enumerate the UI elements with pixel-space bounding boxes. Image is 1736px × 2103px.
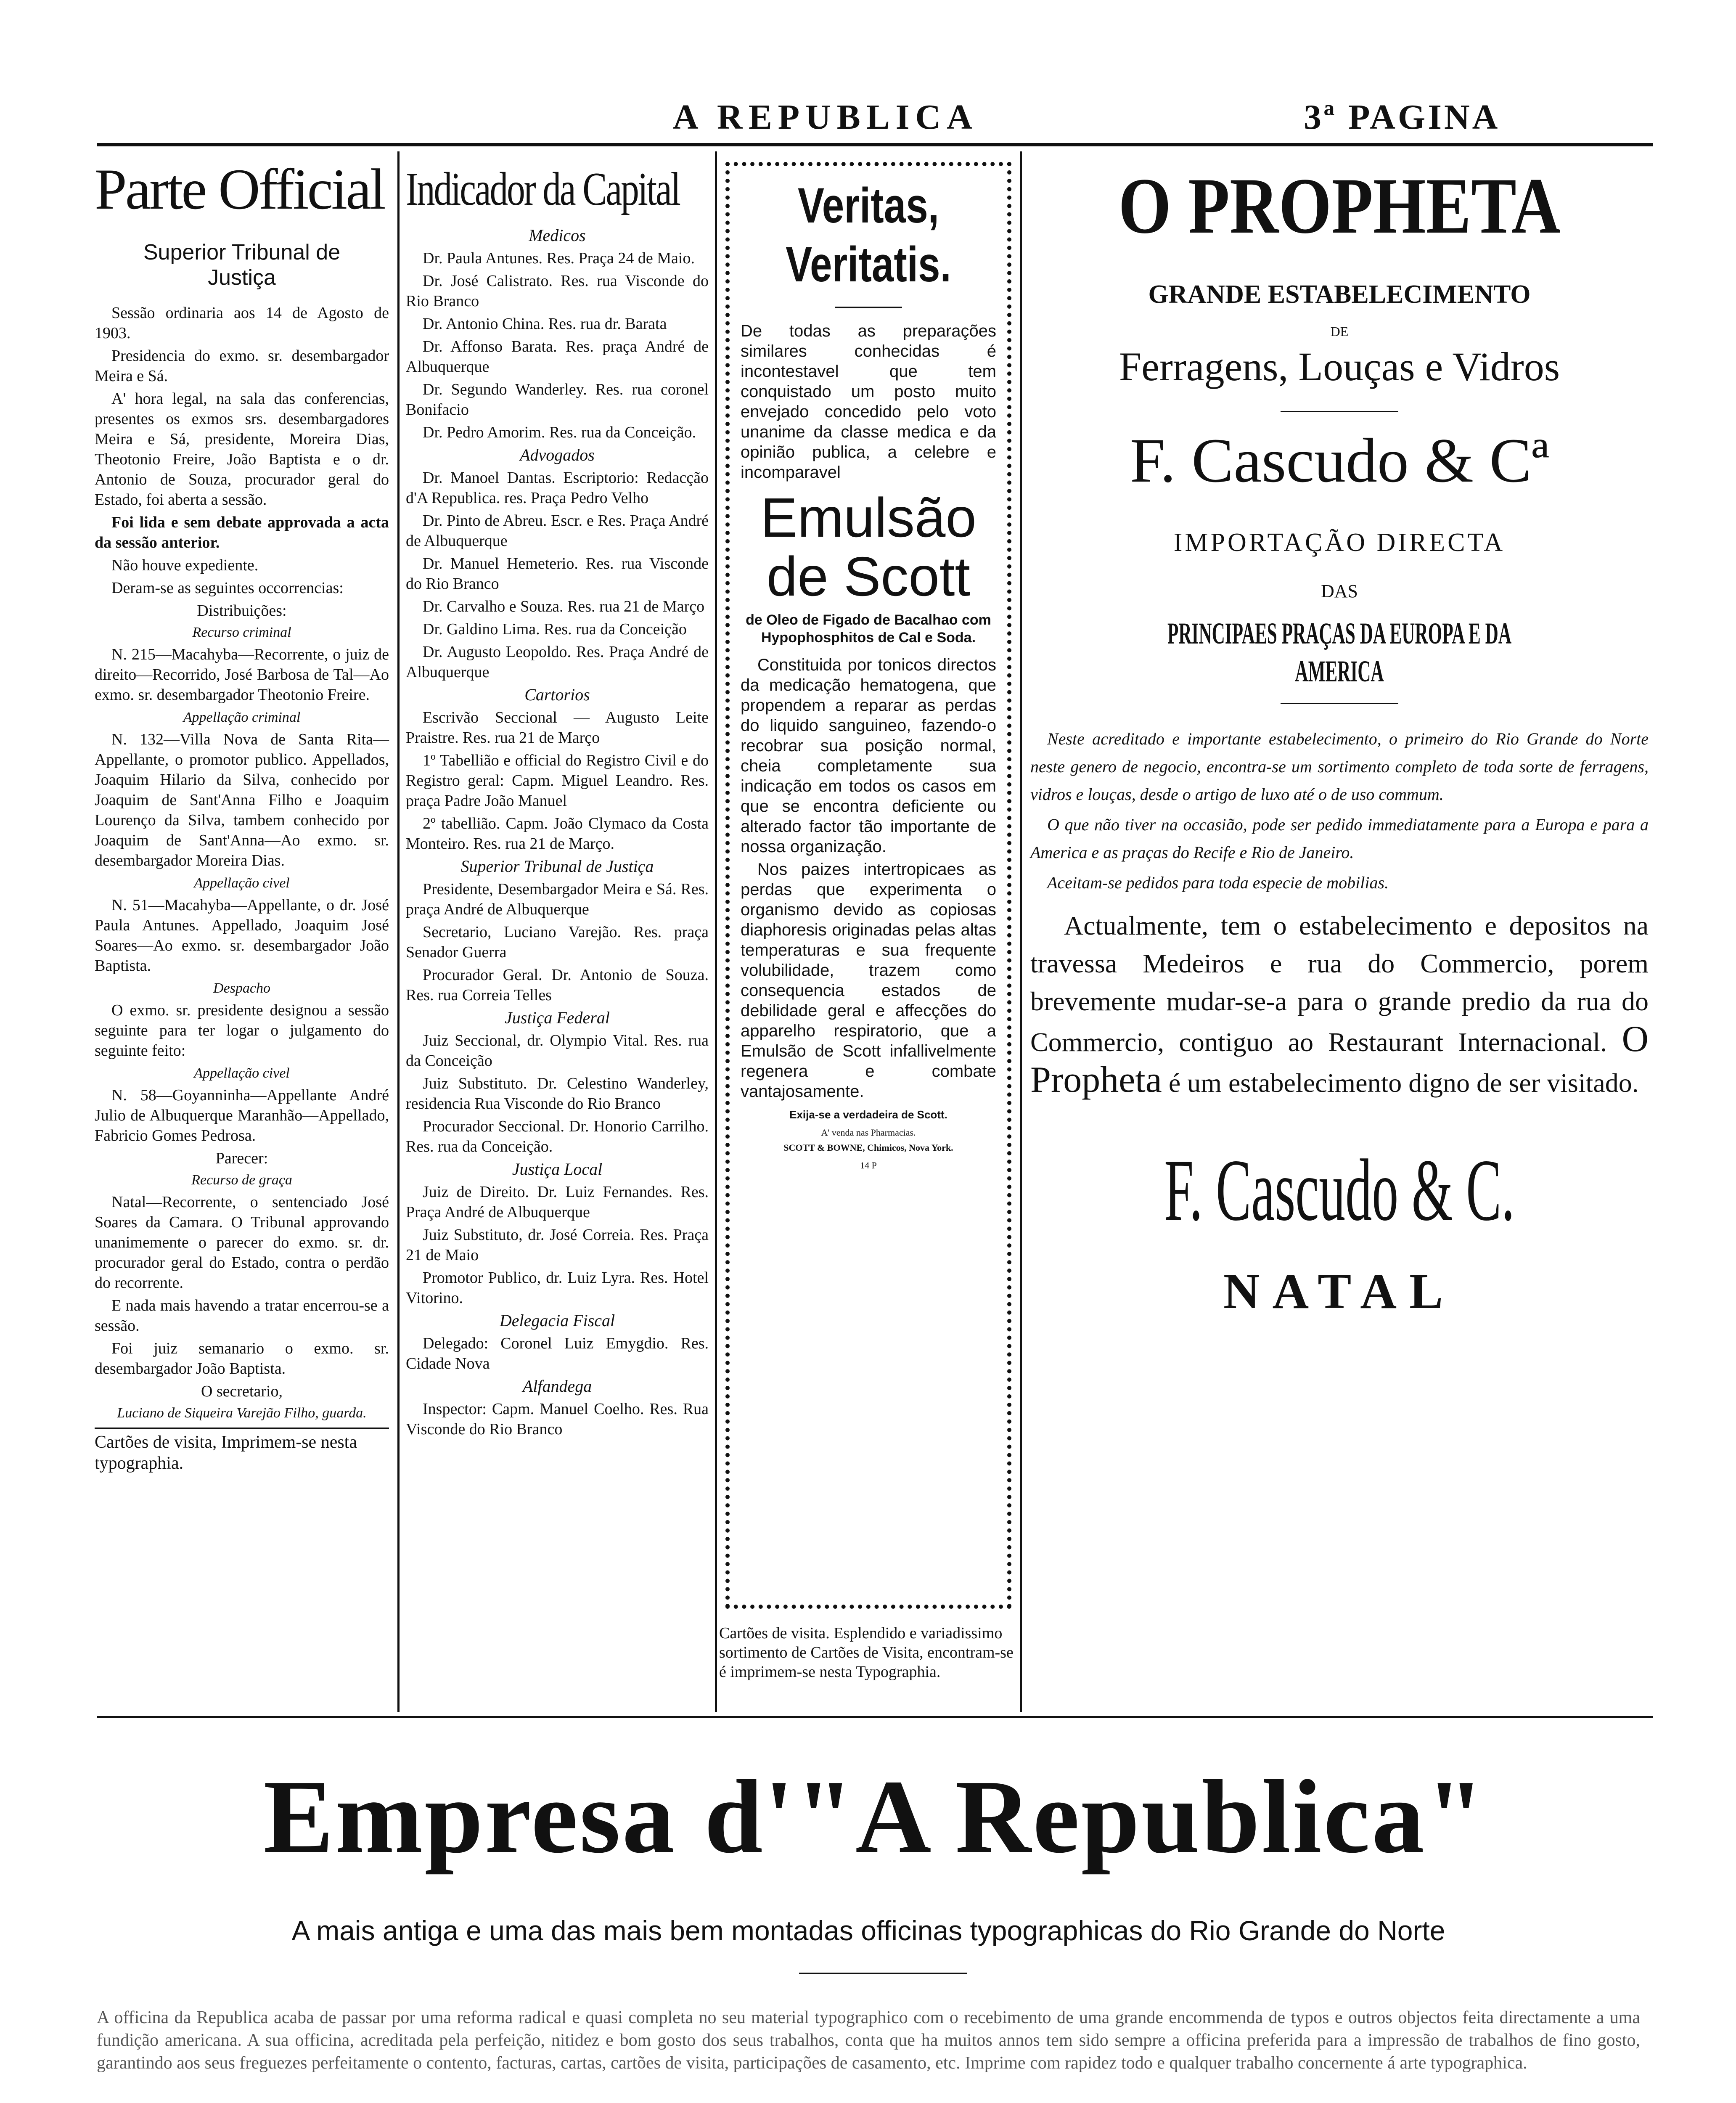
empresa-subtitle: A mais antiga e uma das mais bem montadas officinas typographicas do Rio Grande do Norte [291,1915,1445,1946]
divider [1281,411,1398,412]
column-divider [1020,151,1022,1712]
firm-name-2: F. Cascudo & C. [1164,1142,1515,1239]
masthead-title: A REPUBLICA [673,98,978,137]
header-rule [97,143,1653,146]
emulsao-title: Emulsão [760,487,977,548]
empresa-body: A officina da Republica acaba de passar por uma reforma radical e quasi completa no seu material typographico com o recebimento de uma grande encommenda de typos e outros objectos feita directamente a uma fundição americana. A sua officina, acreditada pela perfeição, nitidez e bom gosto dos seus trabalhos, conta que ha muitos annos tem sido sempre a officina preferida para a impressão de trabalhos de fino gosto, garantindo aos seus freguezes perfeitamente o contento, facturas, cartas, cartões de visita, participações de casamento, etc. Imprime com rapidez todo e qualquer trabalho concernente á arte typographica. [97,2008,1640,2073]
propheta-goods: Ferragens, Louças e Vidros [1119,344,1560,389]
divider [799,1973,967,1974]
exija-line: Exija-se a verdadeira de Scott. [789,1108,947,1121]
firm-name: F. Cascudo & Cª [1130,426,1549,495]
court-title: Superior Tribunal de Justiça [143,240,341,290]
empresa-rule [97,1716,1653,1718]
product-description: de Oleo de Figado de Bacalhao com Hypophosphitos de Cal e Soda. [746,612,991,646]
ad-mark: 14 P [860,1160,877,1171]
column-divider [715,151,717,1712]
indicador-column [406,156,709,1442]
scott-title: de Scott [766,546,971,607]
propheta-ad [1030,160,1649,1321]
divider [1281,703,1398,704]
divider [835,307,902,308]
propheta-text: Neste acreditado e importante estabelecimento, o primeiro do Rio Grande do Norte neste genero de negocio, encontra-se um sortimento completo de toda sorte de ferragens, vidros e louças, desde o artigo de luxo até o de uso commum. O que não tiver na occasião, pode ser pedido immediatamente para a Europa e para a America e as praças do Recife e Rio de Janeiro. Aceitam-se pedidos para toda especie de mobilias. [1030,729,1649,892]
das-line: DAS [1321,581,1358,601]
scott-emulsion-ad [725,162,1011,1609]
visiting-cards-ad: Cartões de visita, Imprimem-se nesta typographia. [95,1428,389,1474]
indicador-heading: Indicador da Capital [406,163,680,215]
parte-official-heading: Parte Official [95,157,384,221]
directory-list: Medicos Dr. Paula Antunes. Res. Praça 24 de Maio. Dr. José Calistrato. Res. rua Visconde do Rio Branco Dr. Antonio China. Res. rua dr. Barata Dr. Affonso Barata. Res. praça André de Albuquerque Dr. Segundo Wanderley. Res. rua coronel Bonifacio Dr. Pedro Amorim. Res. rua da Conceição. Advogados Dr. Manoel Dantas. Escriptorio: Redacção d'A Republica. res. Praça Pedro Velho Dr. Pinto de Abreu. Escr. e Res. Praça André de Albuquerque Dr. Manuel Hemeterio. Res. rua Visconde do Rio Branco Dr. Carvalho e Souza. Res. rua 21 de Março Dr. Galdino Lima. Res. rua da Conceição Dr. Augusto Leopoldo. Res. Praça André de Albuquerque Cartorios Escrivão Seccional — Augusto Leite Praistre. Res. rua 21 de Março 1º Tabellião e official do Registro Civil e do Registro geral: Capm. Miguel Leandro. Res. praça Padre João Manuel 2º tabellião. Capm. João Clymaco da Costa Monteiro. Res. rua 21 de Março. Superior Tribunal de Justiça Presidente, Desembargador Meira e Sá. Res. praça André de Albuquerque Secretario, Luciano Varejão. Res. praça Senador Guerra Procurador Geral. Dr. Antonio de Souza. Res. rua Correia Telles Justiça Federal Juiz Seccional, dr. Olympio Vital. Res. rua da Conceição Juiz Substituto. Dr. Celestino Wanderley, residencia Rua Visconde do Rio Branco Procurador Seccional. Dr. Honorio Carrilho. Res. rua da Conceição. Justiça Local Juiz de Direito. Dr. Luiz Fernandes. Res. Praça André de Albuquerque Juiz Substituto, dr. José Correia. Res. Praça 21 de Maio Promotor Publico, dr. Luiz Lyra. Res. Hotel Vitorino. Delegacia Fiscal Delegado: Coronel Luiz Emygdio. Res. Cidade Nova Alfandega Inspector: Capm. Manuel Coelho. Res. Rua Visconde do Rio Branco [406,226,709,1438]
propheta-title: O PROPHETA [1118,162,1561,250]
pracas-line: PRINCIPAES PRAÇAS DA EUROPA E DA AMERICA [1167,617,1512,688]
session-report: Sessão ordinaria aos 14 de Agosto de 1903. Presidencia do exmo. sr. desembargador Meira e Sá. A' hora legal, na sala das conferencias, presentes os exmos srs. desembargadores Meira e Sá, presidente, Moreira Dias, Theotonio Freire, João Baptista e o dr. Antonio de Souza, procurador geral do Estado, foi aberta a sessão. Foi lida e sem debate approvada a acta da sessão anterior. Não houve expediente. Deram-se as seguintes occorrencias: Distribuições: Recurso criminal N. 215—Macahyba—Recorrente, o juiz de direito—Recorrido, José Barbosa de Tal—Ao exmo. sr. desembargador Theotonio Freire. Appellação criminal N. 132—Villa Nova de Santa Rita—Appellante, o promotor publico. Appellados, Joaquim Hilario da Silva, conhecido por Joaquim de Sant'Anna Filho e Joaquim Lourenço da Silva, tambem conhecido por Joaquim de Sant'Anna—Ao exmo. sr. desembargador Moreira Dias. Appellação civel N. 51—Macahyba—Appellante, o dr. José Paula Antunes. Appellado, Joaquim José Soares—Ao exmo. sr. desembargador João Baptista. Despacho O exmo. sr. presidente designou a sessão seguinte para ter logar o julgamento do seguinte feito: Appellação civel N. 58—Goyanninha—Appellante André Julio de Albuquerque Maranhão—Appellado, Fabricio Gomes Pedrosa. Parecer: Recurso de graça Natal—Recorrente, o sentenciado José Soares da Camara. O Tribunal approvando unanimemente o parecer do exmo. sr. dr. procurador geral do Estado, contra o perdão do recorrente. E nada mais havendo a tratar encerrou-se a sessão. Foi juiz semanario o exmo. sr. desembargador João Baptista. O secretario, Luciano de Siqueira Varejão Filho, guarda. [95,304,389,1421]
veritas-title: Veritas, [798,178,939,233]
parte-official-column [95,156,389,1474]
maker-line: SCOTT & BOWNE, Chimicos, Nova York. [783,1142,953,1153]
veritas-intro: De todas as preparações similares conhecidas é incontestavel que tem conquistado um posto muito envejado concedido pelo voto unanime da classe medica e da opinião publica, a celebre e incomparavel [741,322,996,482]
import-line: IMPORTAÇÃO DIRECTA [1173,528,1506,557]
venda-line: A' venda nas Pharmacias. [821,1127,916,1138]
visiting-cards-ad-2: Cartões de visita. Esplendido e variadissimo sortimento de Cartões de Visita, encontram-se é imprimem-se nesta Typographia. [719,1624,1014,1681]
page-number: 3ª PAGINA [1304,98,1500,137]
propheta-inline-name: O Propheta [1030,1019,1649,1100]
propheta-de: DE [1330,324,1349,339]
veritas-body-1: Constituida por tonicos directos da medicação hematogena, que propendem a reparar as perdas do liquido sanguineo, fazendo-o recobrar sua posição normal, cheia completamente sua indicação em todos os casos em que se encontra deficiente ou alterado factor tão importante de nossa organização. [741,656,996,856]
empresa-title: Empresa d'"A Republica" [263,1759,1486,1875]
column-divider [397,151,400,1712]
veritatis-title: Veritatis. [786,237,951,292]
propheta-subtitle: GRANDE ESTABELECIMENTO [1148,280,1531,309]
propheta-actual: Actualmente, tem o estabelecimento e depositos na travessa Medeiros e rua do Commercio, porem brevemente mudar-se-a para o grande predio da rua do Commercio, contiguo ao Restaurant Internacional. O Propheta é um estabelecimento digno de ser visitado. [1030,911,1649,1100]
veritas-body-2: Nos paizes intertropicaes as perdas que experimenta o organismo devido as copiosas diaphoresis originadas pelas altas temperaturas e sua frequente volubilidade, trazem como consequencia estados de debilidade geral e affecções do apparelho respiratorio, que a Emulsão de Scott infallivelmente regenera e combate vantajosamente. [741,860,996,1101]
propheta-city: NATAL [1223,1263,1456,1319]
